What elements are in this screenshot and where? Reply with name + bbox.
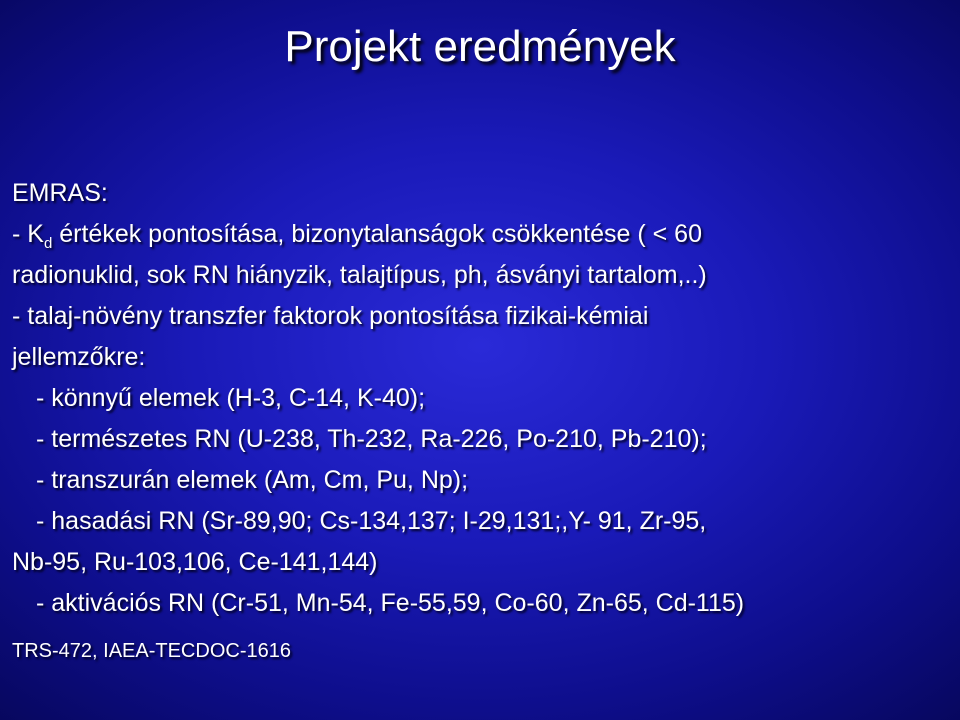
text-line: jellemzőkre: xyxy=(12,343,146,371)
slide-content xyxy=(12,173,952,624)
text-line: - transzurán elemek (Am, Cm, Pu, Np); xyxy=(36,466,469,494)
reference-footer: TRS-472, IAEA-TECDOC-1616 xyxy=(12,640,291,662)
slide-title: Projekt eredmények xyxy=(284,22,676,71)
kd-line xyxy=(12,214,952,255)
kd-suffix: értékek pontosítása, bizonytalanságok csökkentése ( < 60 xyxy=(52,220,702,248)
text-line: - hasadási RN (Sr-89,90; Cs-134,137; I-29,131;,Y- 91, Zr-95, xyxy=(36,507,707,535)
text-line: - talaj-növény transzfer faktorok pontosítása fizikai-kémiai xyxy=(12,302,649,330)
kd-subscript: d xyxy=(43,235,53,252)
section-heading: EMRAS: xyxy=(12,179,108,207)
text-line: Nb-95, Ru-103,106, Ce-141,144) xyxy=(12,548,378,576)
text-line: - könnyű elemek (H-3, C-14, K-40); xyxy=(36,384,426,412)
kd-prefix: - K xyxy=(12,220,44,248)
text-line: - természetes RN (U-238, Th-232, Ra-226, Po-210, Pb-210); xyxy=(36,425,707,453)
text-line: radionuklid, sok RN hiányzik, talajtípus, ph, ásványi tartalom,..) xyxy=(12,261,707,289)
text-line: - aktivációs RN (Cr-51, Mn-54, Fe-55,59, Co-60, Zn-65, Cd-115) xyxy=(36,589,745,617)
